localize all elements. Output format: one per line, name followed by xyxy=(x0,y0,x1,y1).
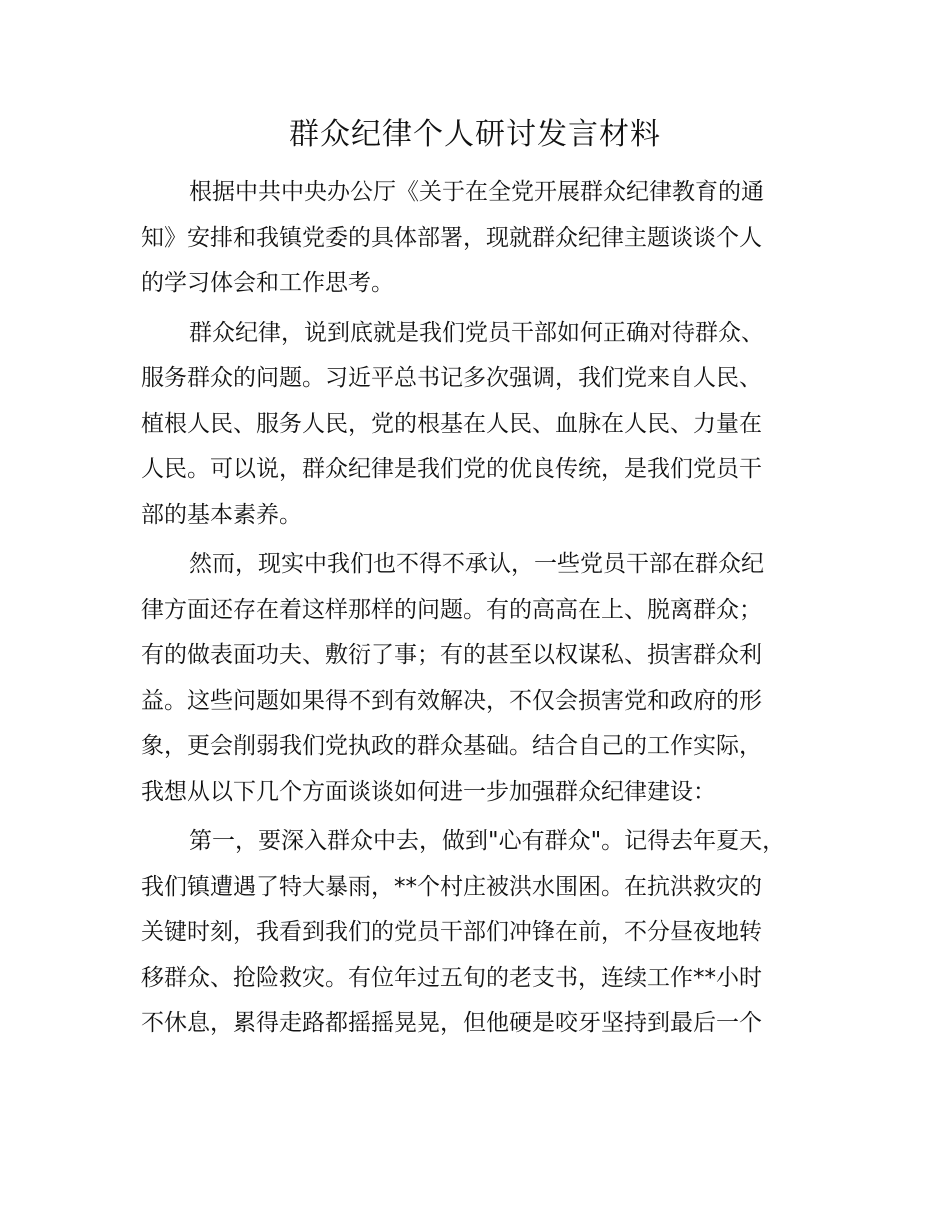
paragraph-line: 群众纪律，说到底就是我们党员干部如何正确对待群众、 xyxy=(189,319,764,346)
paragraph-line: 知》安排和我镇党委的具体部署，现就群众纪律主题谈谈个人 xyxy=(141,224,762,251)
paragraph-4 xyxy=(141,819,809,1047)
paragraph-line: 象，更会削弱我们党执政的群众基础。结合自己的工作实际， xyxy=(141,733,762,759)
paragraph-3 xyxy=(141,542,809,815)
paragraph-line: 关键时刻，我看到我们的党员干部们冲锋在前，不分昼夜地转 xyxy=(141,919,762,945)
paragraph-line: 我们镇遭遇了特大暴雨，**个村庄被洪水围困。在抗洪救灾的 xyxy=(141,873,762,900)
paragraph-line: 益。这些问题如果得不到有效解决，不仅会损害党和政府的形 xyxy=(141,687,762,714)
document-body xyxy=(141,170,809,1047)
paragraph-line: 人民。可以说，群众纪律是我们党的优良传统，是我们党员干 xyxy=(141,456,762,482)
paragraph-line: 根据中共中央办公厅《关于在全党开展群众纪律教育的通 xyxy=(189,179,764,205)
paragraph-line: 然而，现实中我们也不得不承认，一些党员干部在群众纪 xyxy=(189,551,764,577)
paragraph-2 xyxy=(141,311,809,539)
paragraph-line: 移群众、抢险救灾。有位年过五旬的老支书，连续工作**小时 xyxy=(141,964,762,991)
paragraph-line: 部的基本素养。 xyxy=(141,501,302,528)
paragraph-line: 第一，要深入群众中去，做到"心有群众"。记得去年夏天， xyxy=(189,828,786,854)
paragraph-line: 植根人民、服务人民，党的根基在人民、血脉在人民、力量在 xyxy=(141,410,762,437)
paragraph-line: 律方面还存在着这样那样的问题。有的高高在上、脱离群众； xyxy=(141,596,762,623)
paragraph-line: 我想从以下几个方面谈谈如何进一步加强群众纪律建设： xyxy=(141,778,716,805)
document-title: 群众纪律个人研讨发言材料 xyxy=(289,117,661,152)
paragraph-line: 服务群众的问题。习近平总书记多次强调，我们党来自人民、 xyxy=(141,365,762,391)
paragraph-line: 有的做表面功夫、敷衍了事；有的甚至以权谋私、损害群众利 xyxy=(141,642,762,668)
paragraph-1 xyxy=(141,170,809,307)
paragraph-line: 的学习体会和工作思考。 xyxy=(141,270,394,296)
paragraph-line: 不休息，累得走路都摇摇晃晃，但他硬是咬牙坚持到最后一个 xyxy=(141,1010,762,1036)
